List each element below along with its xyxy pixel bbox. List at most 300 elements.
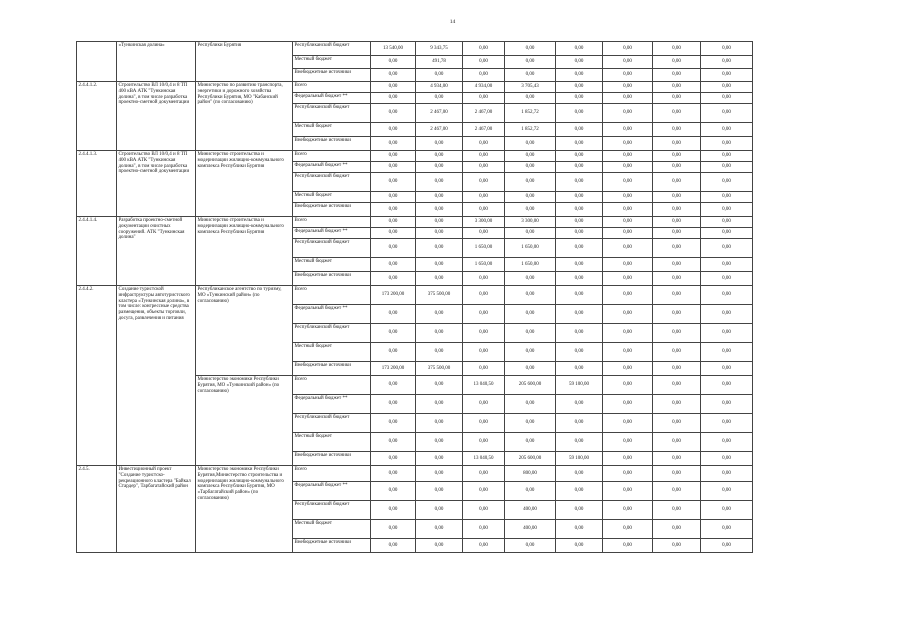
funding-source: Республиканский бюджет <box>293 324 371 343</box>
value-cell: 3 300,00 <box>505 217 556 228</box>
value-cell: 0,00 <box>556 482 603 501</box>
value-cell: 0,00 <box>603 343 653 362</box>
executor-name: Министерство строительства и модернизации жилищно-коммунального комплекса Республики Бурятия <box>196 151 293 217</box>
funding-source: Федеральный бюджет ** <box>293 482 371 501</box>
funding-source: Внебюджетные источники <box>293 539 371 553</box>
value-cell: 0,00 <box>603 466 653 482</box>
value-cell: 0,00 <box>603 239 653 258</box>
item-name: Создание туристской инфраструктуры автотуристского кластера «Тункинская долина», в том числе: конгрессные средства размещения, объекты торговли, досуга, развлечения и питания <box>117 286 196 466</box>
value-cell: 0,00 <box>371 343 416 362</box>
value-cell: 0,00 <box>603 520 653 539</box>
table-row <box>77 466 753 482</box>
value-cell: 0,00 <box>371 520 416 539</box>
value-cell: 0,00 <box>505 228 556 239</box>
executor-name: Министерство по развитию транспорта, энергетики и дорожного хозяйства Республики Бурятия, МО "Кабанский район" (по согласованию) <box>196 82 293 151</box>
value-cell: 0,00 <box>701 258 753 272</box>
value-cell: 0,00 <box>416 203 463 217</box>
table-row <box>77 151 753 162</box>
value-cell: 0,00 <box>556 343 603 362</box>
value-cell: 0,00 <box>653 56 701 69</box>
value-cell: 0,00 <box>603 228 653 239</box>
value-cell: 0,00 <box>556 539 603 553</box>
value-cell: 0,00 <box>653 42 701 56</box>
value-cell: 13 040,50 <box>463 376 505 395</box>
funding-source: Всего <box>293 286 371 305</box>
executor-name: Министерство строительства и модернизации жилищно-коммунального комплекса Республики Бурятия <box>196 217 293 286</box>
value-cell: 0,00 <box>556 414 603 433</box>
value-cell: 0,00 <box>371 395 416 414</box>
value-cell: 0,00 <box>653 217 701 228</box>
value-cell: 0,00 <box>556 162 603 173</box>
value-cell: 0,00 <box>416 239 463 258</box>
item-code: 2.4.5. <box>77 466 117 553</box>
value-cell: 0,00 <box>701 362 753 376</box>
value-cell: 0,00 <box>701 137 753 151</box>
value-cell: 0,00 <box>701 93 753 104</box>
value-cell: 0,00 <box>701 433 753 452</box>
value-cell: 0,00 <box>371 137 416 151</box>
funding-source: Местный бюджет <box>293 192 371 203</box>
value-cell: 0,00 <box>416 258 463 272</box>
value-cell: 0,00 <box>416 192 463 203</box>
value-cell: 0,00 <box>416 433 463 452</box>
value-cell: 0,00 <box>556 324 603 343</box>
value-cell: 800,00 <box>505 466 556 482</box>
value-cell: 0,00 <box>701 501 753 520</box>
funding-source: Федеральный бюджет ** <box>293 395 371 414</box>
value-cell: 0,00 <box>416 539 463 553</box>
value-cell: 0,00 <box>701 173 753 192</box>
value-cell: 0,00 <box>603 162 653 173</box>
funding-source: Всего <box>293 82 371 93</box>
value-cell: 0,00 <box>505 324 556 343</box>
value-cell: 0,00 <box>556 286 603 305</box>
value-cell: 0,00 <box>371 539 416 553</box>
value-cell: 0,00 <box>505 272 556 286</box>
funding-source: Республиканский бюджет <box>293 104 371 123</box>
funding-source: Внебюджетные источники <box>293 452 371 466</box>
item-name: Строительство ВЛ 10/0,4 и 8 ТП 400 кВА АТК "Тункинская долина", в том числе разработка проектно-сметной документации <box>117 151 196 217</box>
value-cell: 59 100,00 <box>556 376 603 395</box>
value-cell: 0,00 <box>556 228 603 239</box>
value-cell: 0,00 <box>701 482 753 501</box>
value-cell: 0,00 <box>371 305 416 324</box>
value-cell: 0,00 <box>556 56 603 69</box>
value-cell: 0,00 <box>603 217 653 228</box>
value-cell: 0,00 <box>653 466 701 482</box>
value-cell: 0,00 <box>505 362 556 376</box>
value-cell: 0,00 <box>701 162 753 173</box>
value-cell: 0,00 <box>505 414 556 433</box>
value-cell: 0,00 <box>653 362 701 376</box>
value-cell: 0,00 <box>653 162 701 173</box>
value-cell: 0,00 <box>416 69 463 82</box>
value-cell: 0,00 <box>556 362 603 376</box>
value-cell: 0,00 <box>701 192 753 203</box>
funding-source: Республиканский бюджет <box>293 501 371 520</box>
value-cell: 0,00 <box>505 343 556 362</box>
value-cell: 0,00 <box>556 395 603 414</box>
value-cell: 0,00 <box>371 217 416 228</box>
value-cell: 375 500,00 <box>416 362 463 376</box>
value-cell: 0,00 <box>701 414 753 433</box>
funding-source: Всего <box>293 151 371 162</box>
value-cell: 0,00 <box>371 123 416 137</box>
value-cell: 13 540,00 <box>371 42 416 56</box>
funding-source: Федеральный бюджет ** <box>293 93 371 104</box>
value-cell: 0,00 <box>701 123 753 137</box>
funding-source: Местный бюджет <box>293 258 371 272</box>
funding-source: Внебюджетные источники <box>293 69 371 82</box>
value-cell: 0,00 <box>416 501 463 520</box>
page-number: 14 <box>449 19 456 25</box>
value-cell: 173 200,00 <box>371 286 416 305</box>
funding-source: Всего <box>293 217 371 228</box>
value-cell: 0,00 <box>416 343 463 362</box>
value-cell: 59 100,00 <box>556 452 603 466</box>
value-cell: 0,00 <box>371 466 416 482</box>
value-cell: 0,00 <box>556 69 603 82</box>
value-cell: 0,00 <box>603 286 653 305</box>
value-cell: 0,00 <box>463 162 505 173</box>
value-cell: 0,00 <box>463 42 505 56</box>
value-cell: 0,00 <box>701 324 753 343</box>
value-cell: 0,00 <box>701 56 753 69</box>
item-name: Строительство ВЛ 10/0,4 и 8 ТП 400 кВА АТК "Тункинская долина", в том числе разработка проектно-сметной документации <box>117 82 196 151</box>
value-cell: 0,00 <box>505 286 556 305</box>
value-cell: 0,00 <box>556 192 603 203</box>
value-cell: 13 040,50 <box>463 452 505 466</box>
value-cell: 0,00 <box>463 203 505 217</box>
value-cell: 1 650,00 <box>505 258 556 272</box>
funding-source: Республиканский бюджет <box>293 173 371 192</box>
item-code: 2.4.4.1.4. <box>77 217 117 286</box>
value-cell: 0,00 <box>371 258 416 272</box>
funding-source: Внебюджетные источники <box>293 272 371 286</box>
value-cell: 0,00 <box>556 104 603 123</box>
value-cell: 0,00 <box>603 123 653 137</box>
value-cell: 0,00 <box>603 433 653 452</box>
value-cell: 0,00 <box>505 539 556 553</box>
value-cell: 0,00 <box>416 93 463 104</box>
value-cell: 1 650,00 <box>463 239 505 258</box>
funding-source: Местный бюджет <box>293 123 371 137</box>
value-cell: 0,00 <box>701 286 753 305</box>
value-cell: 0,00 <box>463 272 505 286</box>
value-cell: 0,00 <box>371 482 416 501</box>
value-cell: 0,00 <box>603 104 653 123</box>
value-cell: 0,00 <box>603 192 653 203</box>
value-cell: 0,00 <box>556 217 603 228</box>
value-cell: 0,00 <box>603 69 653 82</box>
value-cell: 0,00 <box>653 414 701 433</box>
value-cell: 0,00 <box>603 362 653 376</box>
item-code: 2.4.4.1.2. <box>77 82 117 151</box>
funding-source: Республиканский бюджет <box>293 239 371 258</box>
value-cell: 0,00 <box>603 501 653 520</box>
value-cell: 0,00 <box>653 324 701 343</box>
value-cell: 0,00 <box>371 228 416 239</box>
value-cell: 0,00 <box>653 192 701 203</box>
value-cell: 0,00 <box>653 433 701 452</box>
value-cell: 0,00 <box>701 539 753 553</box>
value-cell: 0,00 <box>463 414 505 433</box>
value-cell: 0,00 <box>463 466 505 482</box>
value-cell: 0,00 <box>505 69 556 82</box>
item-name: Инвестиционный проект "Создание туристско-рекреационного кластера "Байкал Стардер", Тарбагатайский район <box>117 466 196 553</box>
value-cell: 0,00 <box>371 173 416 192</box>
value-cell: 0,00 <box>505 93 556 104</box>
table-row <box>77 42 753 56</box>
value-cell: 0,00 <box>463 69 505 82</box>
funding-source: Местный бюджет <box>293 343 371 362</box>
value-cell: 2 467,00 <box>416 104 463 123</box>
value-cell: 0,00 <box>463 324 505 343</box>
value-cell: 0,00 <box>416 520 463 539</box>
value-cell: 0,00 <box>603 151 653 162</box>
value-cell: 0,00 <box>653 539 701 553</box>
funding-source: Республиканский бюджет <box>293 42 371 56</box>
value-cell: 0,00 <box>556 501 603 520</box>
value-cell: 0,00 <box>653 520 701 539</box>
funding-source: Внебюджетные источники <box>293 203 371 217</box>
value-cell: 0,00 <box>701 82 753 93</box>
value-cell: 0,00 <box>463 362 505 376</box>
value-cell: 0,00 <box>701 151 753 162</box>
value-cell: 0,00 <box>416 217 463 228</box>
value-cell: 0,00 <box>463 228 505 239</box>
value-cell: 0,00 <box>603 539 653 553</box>
value-cell: 4 934,00 <box>416 82 463 93</box>
value-cell: 0,00 <box>371 239 416 258</box>
value-cell: 0,00 <box>653 104 701 123</box>
value-cell: 0,00 <box>701 343 753 362</box>
value-cell: 173 200,00 <box>371 362 416 376</box>
value-cell: 0,00 <box>653 151 701 162</box>
value-cell: 0,00 <box>416 324 463 343</box>
value-cell: 0,00 <box>463 151 505 162</box>
value-cell: 1 650,00 <box>463 258 505 272</box>
funding-source: Внебюджетные источники <box>293 362 371 376</box>
value-cell: 0,00 <box>416 162 463 173</box>
value-cell: 0,00 <box>371 452 416 466</box>
value-cell: 0,00 <box>701 376 753 395</box>
value-cell: 0,00 <box>416 395 463 414</box>
value-cell: 0,00 <box>603 305 653 324</box>
value-cell: 0,00 <box>653 173 701 192</box>
value-cell: 375 500,00 <box>416 286 463 305</box>
value-cell: 0,00 <box>603 93 653 104</box>
value-cell: 0,00 <box>556 258 603 272</box>
value-cell: 9 343,75 <box>416 42 463 56</box>
value-cell: 0,00 <box>603 395 653 414</box>
value-cell: 0,00 <box>603 137 653 151</box>
value-cell: 205 600,00 <box>505 376 556 395</box>
value-cell: 2 467,00 <box>463 123 505 137</box>
table-row <box>77 82 753 93</box>
value-cell: 0,00 <box>701 520 753 539</box>
value-cell: 0,00 <box>505 137 556 151</box>
table-row <box>77 286 753 305</box>
value-cell: 0,00 <box>603 414 653 433</box>
value-cell: 0,00 <box>603 56 653 69</box>
item-name: Разработка проектно-сметной документации очистных сооружений. АТК "Тункинская долина" <box>117 217 196 286</box>
value-cell: 0,00 <box>653 501 701 520</box>
value-cell: 0,00 <box>371 501 416 520</box>
value-cell: 0,00 <box>556 151 603 162</box>
table-row <box>77 217 753 228</box>
value-cell: 0,00 <box>505 162 556 173</box>
value-cell: 0,00 <box>701 217 753 228</box>
value-cell: 0,00 <box>416 414 463 433</box>
value-cell: 4 934,00 <box>463 82 505 93</box>
value-cell: 0,00 <box>556 173 603 192</box>
funding-source: Всего <box>293 376 371 395</box>
value-cell: 0,00 <box>416 173 463 192</box>
value-cell: 0,00 <box>556 42 603 56</box>
value-cell: 0,00 <box>505 173 556 192</box>
value-cell: 0,00 <box>701 305 753 324</box>
value-cell: 0,00 <box>463 343 505 362</box>
value-cell: 0,00 <box>505 56 556 69</box>
value-cell: 0,00 <box>556 203 603 217</box>
budget-table <box>76 41 753 553</box>
value-cell: 0,00 <box>463 137 505 151</box>
value-cell: 0,00 <box>556 305 603 324</box>
value-cell: 0,00 <box>371 376 416 395</box>
value-cell: 205 600,00 <box>505 452 556 466</box>
value-cell: 491,78 <box>416 56 463 69</box>
value-cell: 0,00 <box>653 258 701 272</box>
value-cell: 0,00 <box>556 137 603 151</box>
item-name: «Тункинская долина» <box>117 42 196 82</box>
value-cell: 0,00 <box>556 272 603 286</box>
funding-source: Всего <box>293 466 371 482</box>
funding-source: Федеральный бюджет ** <box>293 305 371 324</box>
value-cell: 0,00 <box>701 272 753 286</box>
value-cell: 0,00 <box>603 272 653 286</box>
funding-source: Федеральный бюджет ** <box>293 162 371 173</box>
value-cell: 0,00 <box>463 173 505 192</box>
value-cell: 0,00 <box>463 539 505 553</box>
value-cell: 0,00 <box>505 433 556 452</box>
funding-source: Местный бюджет <box>293 433 371 452</box>
value-cell: 0,00 <box>701 395 753 414</box>
value-cell: 0,00 <box>371 56 416 69</box>
value-cell: 0,00 <box>371 203 416 217</box>
value-cell: 0,00 <box>653 203 701 217</box>
value-cell: 0,00 <box>371 324 416 343</box>
value-cell: 0,00 <box>371 82 416 93</box>
value-cell: 0,00 <box>371 104 416 123</box>
value-cell: 0,00 <box>556 239 603 258</box>
value-cell: 0,00 <box>371 93 416 104</box>
value-cell: 0,00 <box>701 203 753 217</box>
executor-name: Министерство экономики Республики Бурятия,Министерство строительства и модернизации жилищно-коммунального комплекса Республики Бурятия, МО «Тарбагатайский район» (по согласованию) <box>196 466 293 553</box>
value-cell: 0,00 <box>463 93 505 104</box>
value-cell: 0,00 <box>371 272 416 286</box>
value-cell: 0,00 <box>556 93 603 104</box>
funding-source: Федеральный бюджет ** <box>293 228 371 239</box>
value-cell: 0,00 <box>416 376 463 395</box>
value-cell: 400,00 <box>505 501 556 520</box>
value-cell: 400,00 <box>505 520 556 539</box>
value-cell: 0,00 <box>371 433 416 452</box>
value-cell: 0,00 <box>653 228 701 239</box>
value-cell: 3 705,43 <box>505 82 556 93</box>
value-cell: 0,00 <box>463 192 505 203</box>
value-cell: 0,00 <box>505 192 556 203</box>
value-cell: 0,00 <box>653 272 701 286</box>
value-cell: 1 852,72 <box>505 104 556 123</box>
value-cell: 0,00 <box>416 151 463 162</box>
value-cell: 0,00 <box>556 466 603 482</box>
value-cell: 0,00 <box>416 482 463 501</box>
value-cell: 0,00 <box>416 305 463 324</box>
executor-name: Республиканское агентство по туризму, МО «Тункинский район» (по согласованию) <box>196 286 293 376</box>
value-cell: 0,00 <box>505 482 556 501</box>
value-cell: 1 852,72 <box>505 123 556 137</box>
value-cell: 0,00 <box>603 376 653 395</box>
value-cell: 0,00 <box>371 192 416 203</box>
value-cell: 0,00 <box>701 42 753 56</box>
item-code <box>77 42 117 82</box>
value-cell: 0,00 <box>371 414 416 433</box>
value-cell: 0,00 <box>556 123 603 137</box>
value-cell: 0,00 <box>603 42 653 56</box>
value-cell: 0,00 <box>505 42 556 56</box>
value-cell: 0,00 <box>653 123 701 137</box>
value-cell: 0,00 <box>416 452 463 466</box>
executor-name: Министерство экономики Республики Бурятия, МО «Тункинский район» (по согласованию) <box>196 376 293 466</box>
executor-name: Республики Бурятия <box>196 42 293 82</box>
value-cell: 0,00 <box>653 82 701 93</box>
value-cell: 0,00 <box>653 137 701 151</box>
value-cell: 0,00 <box>556 433 603 452</box>
value-cell: 0,00 <box>653 69 701 82</box>
value-cell: 0,00 <box>463 286 505 305</box>
value-cell: 0,00 <box>653 239 701 258</box>
value-cell: 3 300,00 <box>463 217 505 228</box>
value-cell: 0,00 <box>603 258 653 272</box>
value-cell: 0,00 <box>701 104 753 123</box>
value-cell: 0,00 <box>653 452 701 466</box>
value-cell: 1 650,00 <box>505 239 556 258</box>
value-cell: 0,00 <box>556 82 603 93</box>
value-cell: 0,00 <box>463 395 505 414</box>
value-cell: 2 467,00 <box>463 104 505 123</box>
value-cell: 0,00 <box>603 324 653 343</box>
value-cell: 0,00 <box>505 203 556 217</box>
item-code: 2.4.4.2. <box>77 286 117 466</box>
value-cell: 0,00 <box>653 343 701 362</box>
value-cell: 0,00 <box>463 501 505 520</box>
value-cell: 2 467,00 <box>416 123 463 137</box>
funding-source: Внебюджетные источники <box>293 137 371 151</box>
value-cell: 0,00 <box>371 69 416 82</box>
value-cell: 0,00 <box>701 69 753 82</box>
value-cell: 0,00 <box>603 173 653 192</box>
value-cell: 0,00 <box>416 272 463 286</box>
value-cell: 0,00 <box>416 466 463 482</box>
value-cell: 0,00 <box>463 520 505 539</box>
value-cell: 0,00 <box>371 162 416 173</box>
value-cell: 0,00 <box>701 452 753 466</box>
value-cell: 0,00 <box>701 239 753 258</box>
value-cell: 0,00 <box>653 305 701 324</box>
value-cell: 0,00 <box>603 203 653 217</box>
value-cell: 0,00 <box>701 228 753 239</box>
